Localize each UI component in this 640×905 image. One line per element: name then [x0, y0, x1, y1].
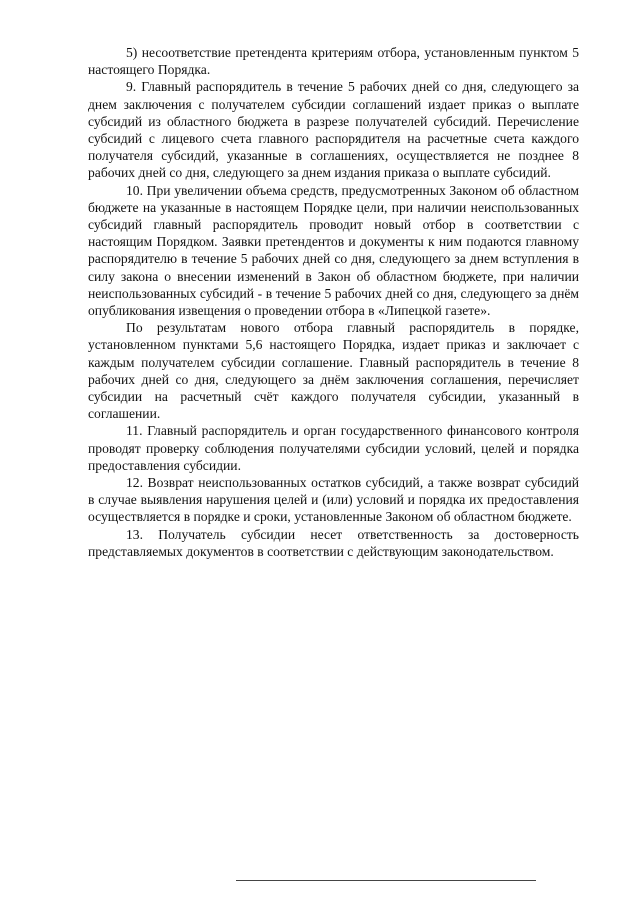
- paragraph-new-selection-results: По результатам нового отбора главный распорядитель в порядке, установленном пунктами 5,6 настоящего Порядка, издает приказ и заключает с каждым получателем субсидии соглашение. Главный распорядитель в течение 8 рабочих дней со дня, следующего за днём заключения соглашения, перечисляет субсидии на расчетный счёт каждого получателя субсидии, указанный в соглашении.: [88, 320, 579, 422]
- paragraph-11-control-check: 11. Главный распорядитель и орган государственного финансового контроля проводят проверку соблюдения получателями субсидии условий, целей и порядка предоставления субсидии.: [88, 423, 579, 473]
- paragraph-criteria-mismatch: 5) несоответствие претендента критериям отбора, установленным пунктом 5 настоящего Порядка.: [88, 45, 579, 78]
- document-page: [88, 44, 579, 560]
- paragraph-13-responsibility: 13. Получатель субсидии несет ответственность за достоверность представляемых документов в соответствии с действующим законодательством.: [88, 526, 579, 559]
- paragraph-12-refund: 12. Возврат неиспользованных остатков субсидий, а также возврат субсидий в случае выявления нарушения целей и (или) условий и порядка их предоставления осуществляется в порядке и сроки, установленные Законом об областном бюджете.: [88, 475, 579, 525]
- footer-divider-line: [236, 880, 536, 881]
- paragraph-10-new-selection: 10. При увеличении объема средств, предусмотренных Законом об областном бюджете на указанные в настоящем Порядке цели, при наличии неиспользованных субсидий главный распорядитель проводит новый отбор в соответствии с настоящим Порядком. Заявки претендентов и документы к ним подаются главному распорядителю в течение 5 рабочих дней со дня, следующего за днем вступления в силу закона о внесении изменений в Закон об областном бюджете, при наличии неиспользованных субсидий - в течение 5 рабочих дней со дня, следующего за днём опубликования извещения о проведении отбора в «Липецкой газете».: [88, 182, 579, 319]
- paragraph-9-payment-order: 9. Главный распорядитель в течение 5 рабочих дней со дня, следующего за днем заключения с получателем субсидии соглашений издает приказ о выплате субсидий из областного бюджета в разрезе получателей субсидий. Перечисление субсидий с лицевого счета главного распорядителя на расчетные счета каждого получателя субсидий, указанные в соглашениях, осуществляется не позднее 8 рабочих дней со дня, следующего за днем издания приказа о выплате субсидий.: [88, 79, 579, 181]
